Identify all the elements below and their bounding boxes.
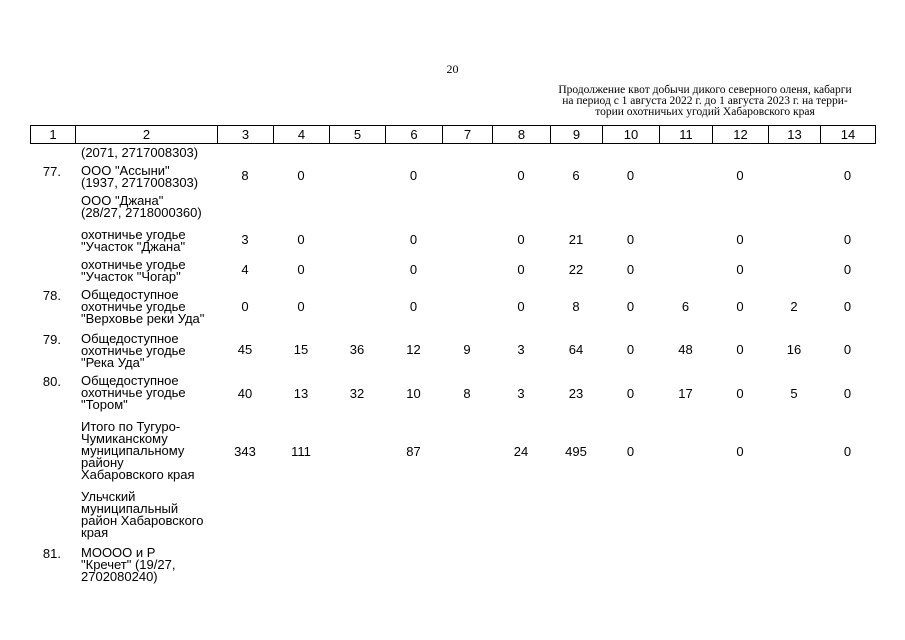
- table-cell: [329, 488, 385, 544]
- table-cell: 2: [790, 299, 798, 314]
- row-name-line: МОООО и Р: [81, 545, 156, 560]
- table-cell: [659, 488, 712, 544]
- table-cell: 0: [843, 299, 852, 314]
- table-cell: 21: [568, 232, 584, 247]
- table-cell: 8: [241, 168, 249, 183]
- table-cell: 0: [736, 168, 744, 183]
- row-number: 79.: [42, 332, 61, 347]
- row-number: 77.: [42, 164, 61, 179]
- table-cell: 10: [406, 386, 421, 401]
- table-cell: 3: [517, 342, 525, 357]
- table-cell: [442, 256, 492, 286]
- column-header: 4: [274, 126, 330, 144]
- table-cell: 0: [409, 262, 418, 277]
- table-row: [30, 286, 875, 330]
- row-name-line: "Кречет" (19/27,: [81, 557, 176, 572]
- table-cell: [273, 192, 329, 226]
- table-cell: [492, 544, 550, 588]
- table-cell: [659, 226, 712, 256]
- table-cell: [217, 144, 273, 162]
- table-cell: [659, 256, 712, 286]
- table-cell: 23: [568, 386, 584, 401]
- table-cell: [768, 226, 820, 256]
- table-cell: [217, 488, 273, 544]
- row-name: [75, 544, 217, 588]
- row-name-line: Хабаровского края: [81, 467, 195, 482]
- table-cell: 0: [843, 232, 852, 247]
- table-cell: 16: [786, 342, 802, 357]
- table-cell: [442, 162, 492, 192]
- row-name: [75, 192, 217, 226]
- table-cell: [550, 544, 602, 588]
- row-name: [75, 226, 217, 256]
- table-cell: 0: [297, 262, 305, 277]
- table-cell: [329, 418, 385, 488]
- table-cell: 87: [406, 444, 421, 459]
- column-header: 6: [386, 126, 443, 144]
- table-cell: [712, 488, 768, 544]
- table-cell: 0: [517, 262, 525, 277]
- table-row: [30, 488, 875, 544]
- subtitle-line: Продолжение квот добычи дикого северного оленя, кабарги: [558, 84, 852, 96]
- row-name-line: 2702080240): [81, 569, 158, 584]
- column-header: 14: [821, 126, 876, 144]
- table-cell: 0: [736, 386, 744, 401]
- table-cell: [442, 286, 492, 330]
- row-name: [75, 330, 217, 372]
- table-cell: 5: [790, 386, 798, 401]
- table-cell: 0: [626, 386, 635, 401]
- row-number: 78.: [42, 288, 61, 303]
- table-cell: 0: [297, 168, 305, 183]
- table-cell: 32: [349, 386, 365, 401]
- row-name-line: Общедоступное: [81, 287, 179, 302]
- table-cell: [442, 544, 492, 588]
- table-cell: 0: [517, 232, 525, 247]
- row-name: [75, 286, 217, 330]
- table-cell: 3: [241, 232, 249, 247]
- table-cell: 22: [568, 262, 584, 277]
- table-cell: 0: [517, 299, 525, 314]
- table-cell: [329, 162, 385, 192]
- table-cell: [217, 544, 273, 588]
- table-cell: 0: [626, 342, 635, 357]
- column-header: 9: [551, 126, 603, 144]
- table-cell: 9: [463, 342, 471, 357]
- row-number: 81.: [42, 546, 61, 561]
- table-cell: [712, 144, 768, 162]
- row-name-line: (2071, 2717008303): [81, 145, 199, 160]
- row-number: [30, 256, 75, 286]
- table-cell: [442, 226, 492, 256]
- table-cell: 0: [409, 299, 418, 314]
- table-cell: 0: [736, 262, 744, 277]
- row-name: [75, 372, 217, 418]
- table-cell: 0: [409, 232, 418, 247]
- row-number: [30, 192, 75, 226]
- column-header: 2: [76, 126, 218, 144]
- table-cell: [768, 544, 820, 588]
- row-name-line: "Участок "Чогар": [81, 269, 181, 284]
- column-header: 3: [218, 126, 274, 144]
- table-cell: [659, 162, 712, 192]
- table-row: [30, 330, 875, 372]
- table-cell: [820, 544, 875, 588]
- column-header: 11: [660, 126, 713, 144]
- row-name-line: ООО "Ассыни": [81, 163, 170, 178]
- table-cell: [385, 144, 442, 162]
- row-name: [75, 256, 217, 286]
- table-cell: [385, 488, 442, 544]
- table-cell: [820, 488, 875, 544]
- table-cell: 0: [297, 232, 305, 247]
- table-cell: 4: [241, 262, 249, 277]
- table-cell: [659, 192, 712, 226]
- quota-table: [30, 144, 875, 588]
- table-cell: [659, 544, 712, 588]
- table-cell: 0: [843, 386, 852, 401]
- table-cell: [550, 144, 602, 162]
- table-cell: 0: [626, 299, 635, 314]
- table-cell: 0: [626, 444, 635, 459]
- table-cell: [659, 144, 712, 162]
- table-cell: 0: [409, 168, 418, 183]
- table-cell: 0: [736, 342, 744, 357]
- table-cell: [712, 192, 768, 226]
- column-header: 10: [603, 126, 660, 144]
- table-cell: [329, 256, 385, 286]
- row-name-line: Ульчский: [81, 489, 136, 504]
- row-name: [75, 144, 217, 162]
- table-cell: 0: [843, 444, 852, 459]
- table-cell: [602, 144, 659, 162]
- column-header: 8: [493, 126, 551, 144]
- table-cell: [217, 192, 273, 226]
- row-number: [30, 488, 75, 544]
- table-row: [30, 372, 875, 418]
- table-cell: [385, 544, 442, 588]
- table-cell: 6: [681, 299, 690, 314]
- table-cell: [442, 418, 492, 488]
- table-cell: [329, 226, 385, 256]
- row-name-line: Итого по Тугуро-: [81, 419, 181, 434]
- table-cell: 0: [626, 168, 635, 183]
- table-cell: [768, 144, 820, 162]
- row-name-line: муниципальному: [81, 443, 185, 458]
- table-row: [30, 226, 875, 256]
- table-row: [30, 418, 875, 488]
- table-cell: 0: [843, 262, 852, 277]
- column-header: 5: [330, 126, 386, 144]
- table-cell: 0: [626, 262, 635, 277]
- row-name-line: район Хабаровского: [81, 513, 204, 528]
- row-name-line: Общедоступное: [81, 331, 179, 346]
- table-cell: 343: [234, 444, 256, 459]
- table-cell: 64: [568, 342, 584, 357]
- table-cell: 48: [678, 342, 693, 357]
- table-cell: [442, 192, 492, 226]
- table-cell: [273, 488, 329, 544]
- row-name-line: Чумиканскому: [81, 431, 168, 446]
- row-name-line: Общедоступное: [81, 373, 179, 388]
- table-cell: [768, 418, 820, 488]
- table-cell: [492, 488, 550, 544]
- table-cell: 24: [513, 444, 529, 459]
- table-cell: [492, 192, 550, 226]
- table-row: [30, 256, 875, 286]
- table-cell: [385, 192, 442, 226]
- table-cell: [442, 488, 492, 544]
- row-name-line: муниципальный: [81, 501, 179, 516]
- subtitle-line: на период с 1 августа 2022 г. до 1 августа 2023 г. на терри-: [562, 95, 848, 107]
- row-name-line: края: [81, 525, 109, 540]
- table-cell: 111: [291, 444, 311, 459]
- table-cell: 0: [736, 444, 744, 459]
- table-cell: [492, 144, 550, 162]
- table-cell: [712, 544, 768, 588]
- table-cell: [329, 286, 385, 330]
- table-cell: 8: [463, 386, 471, 401]
- table-row: [30, 144, 875, 162]
- table-cell: [329, 192, 385, 226]
- table-cell: [329, 144, 385, 162]
- row-number: [30, 144, 75, 162]
- row-number: [30, 226, 75, 256]
- table-cell: [768, 256, 820, 286]
- table-cell: [329, 544, 385, 588]
- table-cell: [820, 144, 875, 162]
- table-row: [30, 162, 875, 192]
- row-name-line: "Тором": [81, 397, 128, 412]
- row-name-line: району: [81, 455, 124, 470]
- table-subtitle: [535, 85, 875, 118]
- table-cell: 0: [297, 299, 305, 314]
- row-name-line: (1937, 2717008303): [81, 175, 199, 190]
- row-name-line: охотничье угодье: [81, 385, 186, 400]
- table-cell: 0: [843, 342, 852, 357]
- row-name-line: ООО "Джана": [81, 193, 164, 208]
- table-cell: 0: [843, 168, 852, 183]
- table-cell: 36: [349, 342, 365, 357]
- table-cell: 0: [517, 168, 525, 183]
- row-name-line: (28/27, 2718000360): [81, 205, 202, 220]
- table-cell: 15: [293, 342, 309, 357]
- column-header-row: [30, 125, 876, 144]
- row-name-line: охотничье угодье: [81, 227, 186, 242]
- table-cell: [768, 162, 820, 192]
- row-name-line: охотничье угодье: [81, 343, 186, 358]
- table-cell: 495: [565, 444, 587, 459]
- table-cell: [273, 144, 329, 162]
- table-cell: [820, 192, 875, 226]
- table-cell: [273, 544, 329, 588]
- row-name-line: охотничье угодье: [81, 299, 186, 314]
- column-header: 12: [713, 126, 769, 144]
- subtitle-line: тории охотничьих угодий Хабаровского края: [595, 106, 815, 118]
- table-cell: 13: [293, 386, 309, 401]
- table-cell: [550, 192, 602, 226]
- table-cell: [768, 192, 820, 226]
- table-cell: [442, 144, 492, 162]
- table-cell: [550, 488, 602, 544]
- table-cell: 6: [572, 168, 580, 183]
- row-name: [75, 162, 217, 192]
- table-cell: 45: [237, 342, 253, 357]
- table-cell: [659, 418, 712, 488]
- column-header: 1: [31, 126, 76, 144]
- table-cell: [602, 488, 659, 544]
- table-cell: 0: [626, 232, 635, 247]
- table-cell: 0: [736, 232, 744, 247]
- row-name: [75, 488, 217, 544]
- row-name: [75, 418, 217, 488]
- table-cell: 8: [572, 299, 580, 314]
- row-name-line: "Участок "Джана": [81, 239, 186, 254]
- table-row: [30, 192, 875, 226]
- column-header: 13: [769, 126, 821, 144]
- table-cell: 17: [678, 386, 693, 401]
- table-cell: 12: [406, 342, 421, 357]
- row-name-line: охотничье угодье: [81, 257, 186, 272]
- row-name-line: "Верховье реки Уда": [81, 311, 205, 326]
- page-number: 20: [446, 62, 459, 76]
- column-header: 7: [443, 126, 493, 144]
- row-name-line: "Река Уда": [81, 355, 145, 370]
- table-cell: [768, 488, 820, 544]
- table-cell: [602, 192, 659, 226]
- table-cell: 3: [517, 386, 525, 401]
- table-cell: 40: [237, 386, 253, 401]
- table-cell: 0: [241, 299, 249, 314]
- row-number: [30, 418, 75, 488]
- table-row: [30, 544, 875, 588]
- row-number: 80.: [42, 374, 61, 389]
- table-cell: 0: [736, 299, 744, 314]
- table-cell: [602, 544, 659, 588]
